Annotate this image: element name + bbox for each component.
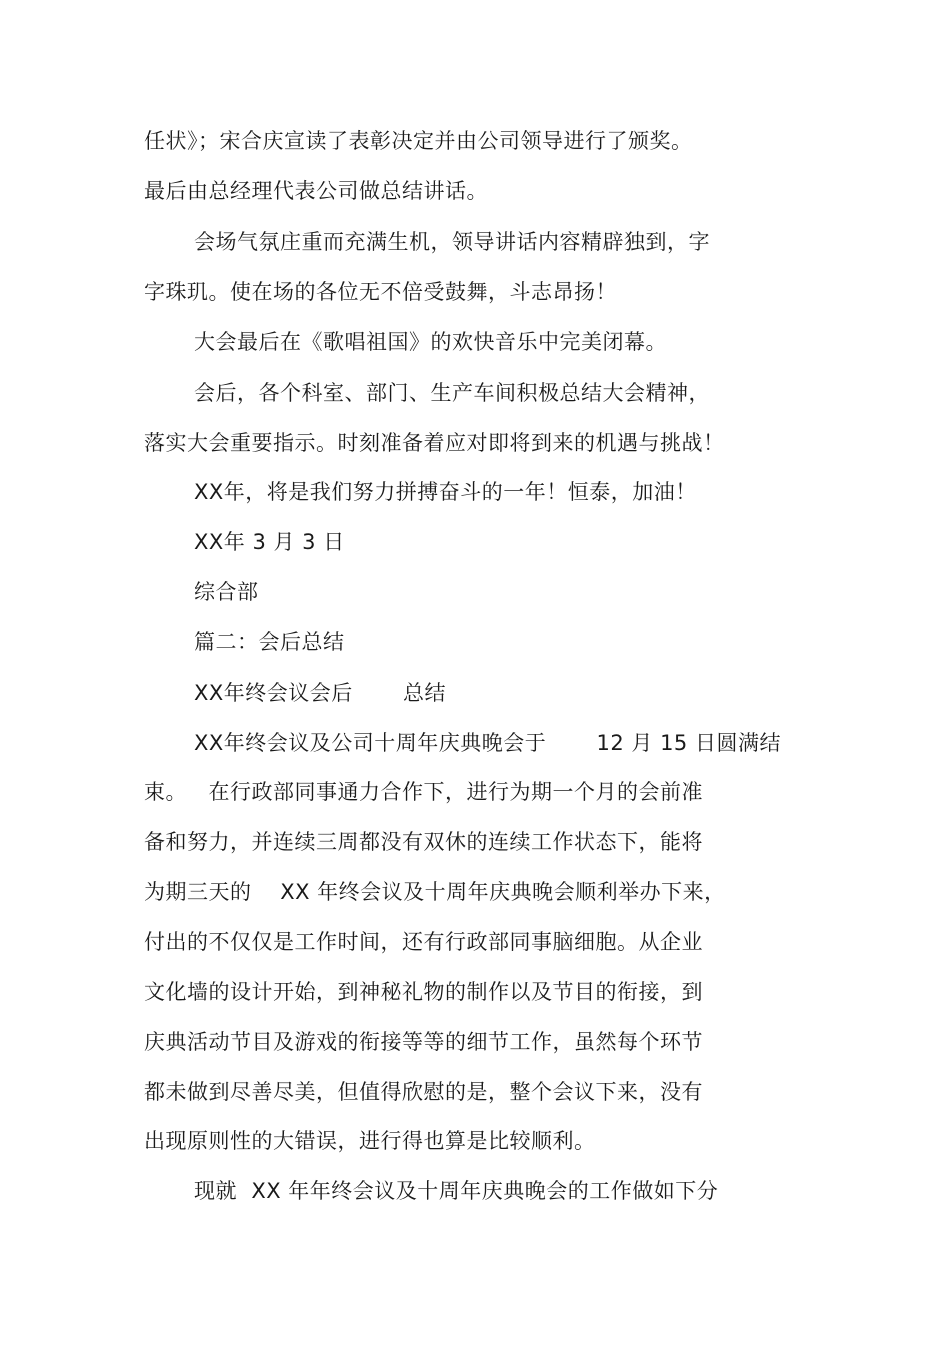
text-line: 束。 在行政部同事通力合作下，进行为期一个月的会前准 [144,780,704,804]
department-line: 综合部 [194,580,259,604]
date-line: XX年 3 月 3 日 [194,530,345,554]
text-line: 最后由总经理代表公司做总结讲话。 [144,179,488,203]
text-line: XX年终会议及公司十周年庆典晚会于 12 月 15 日圆满结 [194,731,781,755]
text-line: 大会最后在《歌唱祖国》的欢快音乐中完美闭幕。 [194,330,667,354]
text-line: 现就 XX 年年终会议及十周年庆典晚会的工作做如下分 [194,1179,719,1203]
text-line: 会后，各个科室、部门、生产车间积极总结大会精神， [194,381,710,405]
text-line: 出现原则性的大错误，进行得也算是比较顺利。 [144,1129,596,1153]
text-line: 文化墙的设计开始，到神秘礼物的制作以及节目的衔接，到 [144,980,703,1004]
text-line: 都未做到尽善尽美，但值得欣慰的是，整个会议下来，没有 [144,1080,703,1104]
text-line: 落实大会重要指示。时刻准备着应对即将到来的机遇与挑战！ [144,431,725,455]
text-line: 为期三天的 XX 年终会议及十周年庆典晚会顺利举办下来， [144,880,726,904]
text-line: 任状》；宋合庆宣读了表彰决定并由公司领导进行了颁奖。 [144,129,693,153]
text-line: 字珠玑。使在场的各位无不倍受鼓舞，斗志昂扬！ [144,280,617,304]
text-line: 庆典活动节目及游戏的衔接等等的细节工作，虽然每个环节 [144,1030,703,1054]
text-line: XX年，将是我们努力拼搏奋斗的一年！恒泰，加油！ [194,480,697,504]
text-line: 备和努力，并连续三周都没有双休的连续工作状态下，能将 [144,830,703,854]
section-title: XX年终会议会后 总结 [194,681,446,705]
section-heading: 篇二：会后总结 [194,630,345,654]
text-line: 付出的不仅仅是工作时间，还有行政部同事脑细胞。从企业 [144,930,703,954]
text-line: 会场气氛庄重而充满生机，领导讲话内容精辟独到，字 [194,230,710,254]
